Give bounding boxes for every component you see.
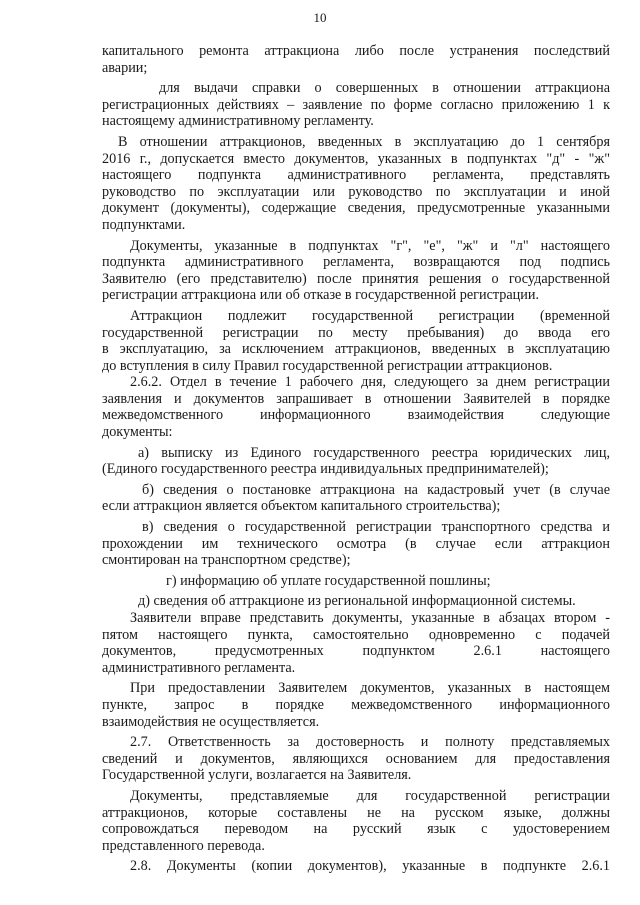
- text-line: регистрационных действиях – заявление по форме согласно приложению 1 к: [102, 96, 610, 113]
- text-line: до вступления в силу Правил государственной регистрации аттракционов.: [102, 357, 553, 374]
- text-line: При предоставлении Заявителем документов, указанных в настоящем: [130, 680, 610, 697]
- text-line: Документы, указанные в подпунктах "г", "е", "ж" и "л" настоящего: [130, 237, 610, 254]
- text-line: (Единого государственного реестра индивидуальных предпринимателей);: [102, 461, 549, 478]
- text-line: государственной регистрации по месту пребывания) до ввода его: [102, 324, 610, 341]
- document-body: [102, 43, 610, 875]
- text-line: аварии;: [102, 59, 148, 76]
- text-line: регистрации аттракциона или об отказе в государственной регистрации.: [102, 287, 539, 304]
- text-line: для выдачи справки о совершенных в отношении аттракциона: [159, 80, 610, 97]
- text-line: настоящему административному регламенту.: [102, 113, 374, 130]
- text-line: подпункта административного регламента, возвращаются под подпись: [102, 254, 610, 271]
- text-line: 2.8. Документы (копии документов), указанные в подпункте 2.6.1: [130, 858, 610, 875]
- text-line: настоящего подпункта административного регламента, представлять: [102, 167, 610, 184]
- text-line: д) сведения об аттракционе из региональной информационной системы.: [138, 593, 576, 610]
- text-line: административного регламента.: [102, 659, 296, 676]
- text-line: сопровождаться переводом на русский язык с удостоверением: [102, 821, 610, 838]
- text-line: межведомственного информационного взаимодействия следующие: [102, 407, 610, 424]
- text-line: сведений и документов, являющихся основанием для предоставления: [102, 750, 610, 767]
- text-line: документы:: [102, 424, 173, 441]
- text-line: Государственной услуги, возлагается на Заявителя.: [102, 767, 412, 784]
- text-line: документов, предусмотренных подпунктом 2.6.1 настоящего: [102, 643, 610, 660]
- text-line: прохождении им технического осмотра (в случае если аттракцион: [102, 535, 610, 552]
- text-line: 2016 г., допускается вместо документов, указанных в подпунктах "д" - "ж": [102, 150, 610, 167]
- text-line: в эксплуатацию, за исключением аттракционов, введенных в эксплуатацию: [102, 341, 610, 358]
- text-line: подпунктами.: [102, 216, 186, 233]
- text-line: 2.7. Ответственность за достоверность и полноту представляемых: [130, 734, 610, 751]
- text-line: если аттракцион является объектом капитального строительства);: [102, 498, 501, 515]
- text-line: капитального ремонта аттракциона либо после устранения последствий: [102, 43, 610, 59]
- text-line: Аттракцион подлежит государственной регистрации (временной: [130, 307, 610, 324]
- text-line: Заявители вправе представить документы, указанные в абзацах втором -: [130, 610, 610, 626]
- text-line: взаимодействия не осуществляется.: [102, 713, 320, 730]
- text-line: пункте, запрос в порядке межведомственного информационного: [102, 696, 610, 713]
- text-line: а) выписку из Единого государственного реестра юридических лиц,: [138, 444, 610, 461]
- text-line: Документы, представляемые для государственной регистрации: [130, 787, 610, 804]
- text-line: руководство по эксплуатации или руководство по эксплуатации и иной: [102, 183, 610, 200]
- page-number: 10: [313, 10, 327, 25]
- text-line: пятом настоящего пункта, самостоятельно одновременно с подачей: [102, 626, 610, 643]
- text-line: В отношении аттракционов, введенных в эксплуатацию до 1 сентября: [118, 133, 610, 150]
- text-line: г) информацию об уплате государственной пошлины;: [166, 572, 491, 589]
- text-line: документ (документы), содержащие сведения, предусмотренные указанными: [102, 200, 610, 217]
- text-line: Заявителю (его представителю) после принятия решения о государственной: [102, 270, 610, 287]
- text-line: б) сведения о постановке аттракциона на кадастровый учет (в случае: [142, 481, 610, 498]
- text-line: представленного перевода.: [102, 837, 265, 854]
- text-line: заявления и документов запрашивает в отношении Заявителей в порядке: [102, 390, 610, 407]
- text-line: 2.6.2. Отдел в течение 1 рабочего дня, следующего за днем регистрации: [130, 374, 610, 391]
- text-line: в) сведения о государственной регистрации транспортного средства и: [142, 519, 610, 536]
- text-line: аттракционов, которые составлены не на русском языке, должны: [102, 804, 610, 821]
- text-line: смонтирован на транспортном средстве);: [102, 552, 351, 569]
